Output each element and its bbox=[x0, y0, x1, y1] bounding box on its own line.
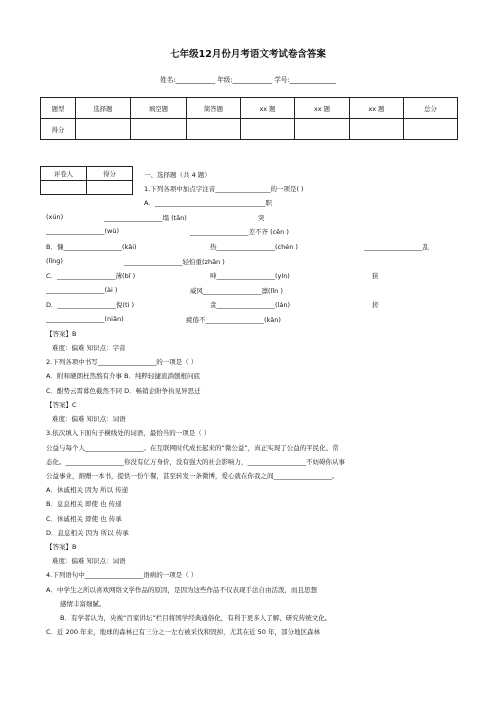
question-1-text: __________________(niǎn) bbox=[46, 315, 124, 323]
score-row-label: 得分 bbox=[41, 119, 76, 140]
grader-cell[interactable] bbox=[87, 181, 133, 195]
score-cell[interactable] bbox=[187, 119, 241, 140]
score-cell[interactable] bbox=[76, 119, 131, 140]
question-1-option-b: B．慷__________________(kǎi) bbox=[46, 243, 137, 251]
question-3-stem: 3.依次填入下面句子横线处的词语，最恰当的一项是（ ） bbox=[46, 429, 211, 437]
answer-label: 【答案】B bbox=[46, 543, 77, 551]
score-table-header-row bbox=[41, 98, 458, 119]
question-2-options-cd: C．酣势云霄暮色截然不同 D．畅销企盼争执见异思迁 bbox=[46, 387, 201, 395]
question-1-stem: 1.下列各项中加点字注音_________________的一项是( ) bbox=[144, 185, 304, 193]
question-1-text: (xún) bbox=[46, 213, 64, 221]
question-1-text: 疲倦不__________________(kān) bbox=[186, 316, 281, 324]
question-1-option-d: D．__________________倪(tì ) bbox=[46, 301, 134, 309]
question-1-text: __________________塌 (tān) bbox=[104, 214, 187, 222]
question-4-option-c: C．近 200 年来，地球的森林已有三分之一左右被采伐和毁掉，尤其在近 50 年，部分地区森林 bbox=[46, 628, 320, 636]
question-1-text: 呻__________________(yín) bbox=[210, 272, 290, 280]
score-table-score-row bbox=[41, 119, 458, 140]
section-title: 一、选择题（共 4 题） bbox=[144, 171, 211, 179]
question-1-text: 突 bbox=[258, 214, 265, 222]
question-4-option-a: A．中学生之所以喜欢网络文学作品的原因，是因为这些作品不仅表现手法自由活泼，而且思想 bbox=[46, 586, 317, 594]
score-cell[interactable] bbox=[404, 119, 458, 140]
question-4-option-b: B．有学者认为，央视“百家讲坛”栏目将国学经典通俗化，有利于更多人了解、研究传统文化。 bbox=[60, 614, 332, 622]
question-2-stem: 2.下列各项中书写__________________的一项是（ ） bbox=[46, 358, 198, 366]
question-1-option-a: A．__________________________________职 bbox=[144, 199, 272, 207]
grader-header-cell: 得分 bbox=[87, 167, 133, 181]
difficulty-info: 难度：偏难 知识点：词语 bbox=[52, 415, 126, 423]
question-1-text: 贪__________________(lán) bbox=[210, 301, 290, 309]
question-3-option-b: B．息息相关 即使 也 传递 bbox=[46, 500, 122, 508]
answer-label: 【答案】B bbox=[46, 330, 77, 338]
question-4-stem: 4.下列语句中__________________语病的一项是（ ） bbox=[46, 571, 198, 579]
question-2-options-ab: A．附和硬朗枉然熬有介事 B．纯粹轻捷流淌刨根问底 bbox=[46, 372, 200, 380]
difficulty-info: 难度：偏难 知识点：字音 bbox=[52, 344, 126, 352]
question-3-passage: 公益与每个人__________________。在互联网时代成长起来的“微公益”，真正实现了公益的平民化、常 bbox=[46, 444, 339, 452]
question-1-text: __________________(wù) bbox=[46, 227, 120, 235]
score-header-cell: 填空题 bbox=[131, 98, 187, 119]
question-4-option-a-cont: 感情丰富细腻。 bbox=[60, 600, 106, 608]
grader-table bbox=[40, 166, 133, 195]
score-header-cell: xx 题 bbox=[295, 98, 350, 119]
score-header-cell: 简答题 bbox=[187, 98, 241, 119]
grader-header-cell: 评卷人 bbox=[41, 167, 87, 181]
question-1-text: __________________乱 bbox=[364, 243, 429, 251]
score-table bbox=[40, 97, 458, 140]
score-header-cell: 总分 bbox=[404, 98, 458, 119]
question-3-option-a: A．休戚相关 因为 所以 传递 bbox=[46, 486, 129, 494]
score-cell[interactable] bbox=[295, 119, 350, 140]
question-1-option-c: C．__________________薄(bǐ ) bbox=[46, 272, 136, 280]
question-1-text: __________________差不齐 (cēn ) bbox=[190, 228, 289, 236]
page-title: 七年级12月份月考语文考试卷含答案 bbox=[170, 49, 326, 60]
score-header-cell: 题型 bbox=[41, 98, 76, 119]
student-info-line: 姓名:____________ 年级:____________ 学号:______________ bbox=[160, 76, 336, 84]
question-3-option-c: C．休戚相关 即使 也 传承 bbox=[46, 515, 122, 523]
score-header-cell: 选择题 bbox=[76, 98, 131, 119]
question-1-text: __________________(ài ) bbox=[46, 286, 118, 294]
question-3-passage: 公益事业，捐赠一本书，提供一份午餐，甚至转发一条微博，爱心就在你我之间__________________。 bbox=[46, 472, 339, 480]
score-cell[interactable] bbox=[241, 119, 295, 140]
question-1-text: 热__________________(chén ) bbox=[210, 243, 298, 251]
question-3-passage: 态化。__________________你没有亿万身价，没有强大的社会影响力，__________________不妨碍你从事 bbox=[46, 458, 345, 466]
question-1-text: 威风__________________凛(lǐn ) bbox=[190, 287, 283, 295]
question-1-text: 狭 bbox=[372, 272, 379, 280]
question-1-text: __________________轻怕重(zhān ) bbox=[124, 258, 225, 266]
score-header-cell: xx 题 bbox=[350, 98, 404, 119]
question-3-option-d: D．息息相关 因为 所以 传承 bbox=[46, 529, 129, 537]
score-header-cell: xx 题 bbox=[241, 98, 295, 119]
question-1-text: (lǐng) bbox=[46, 257, 63, 265]
difficulty-info: 难度：偏难 知识点：词语 bbox=[52, 557, 126, 565]
answer-label: 【答案】C bbox=[46, 401, 77, 409]
score-cell[interactable] bbox=[350, 119, 404, 140]
score-cell[interactable] bbox=[131, 119, 187, 140]
question-1-text: 搓 bbox=[372, 301, 379, 309]
grader-cell[interactable] bbox=[41, 181, 87, 195]
